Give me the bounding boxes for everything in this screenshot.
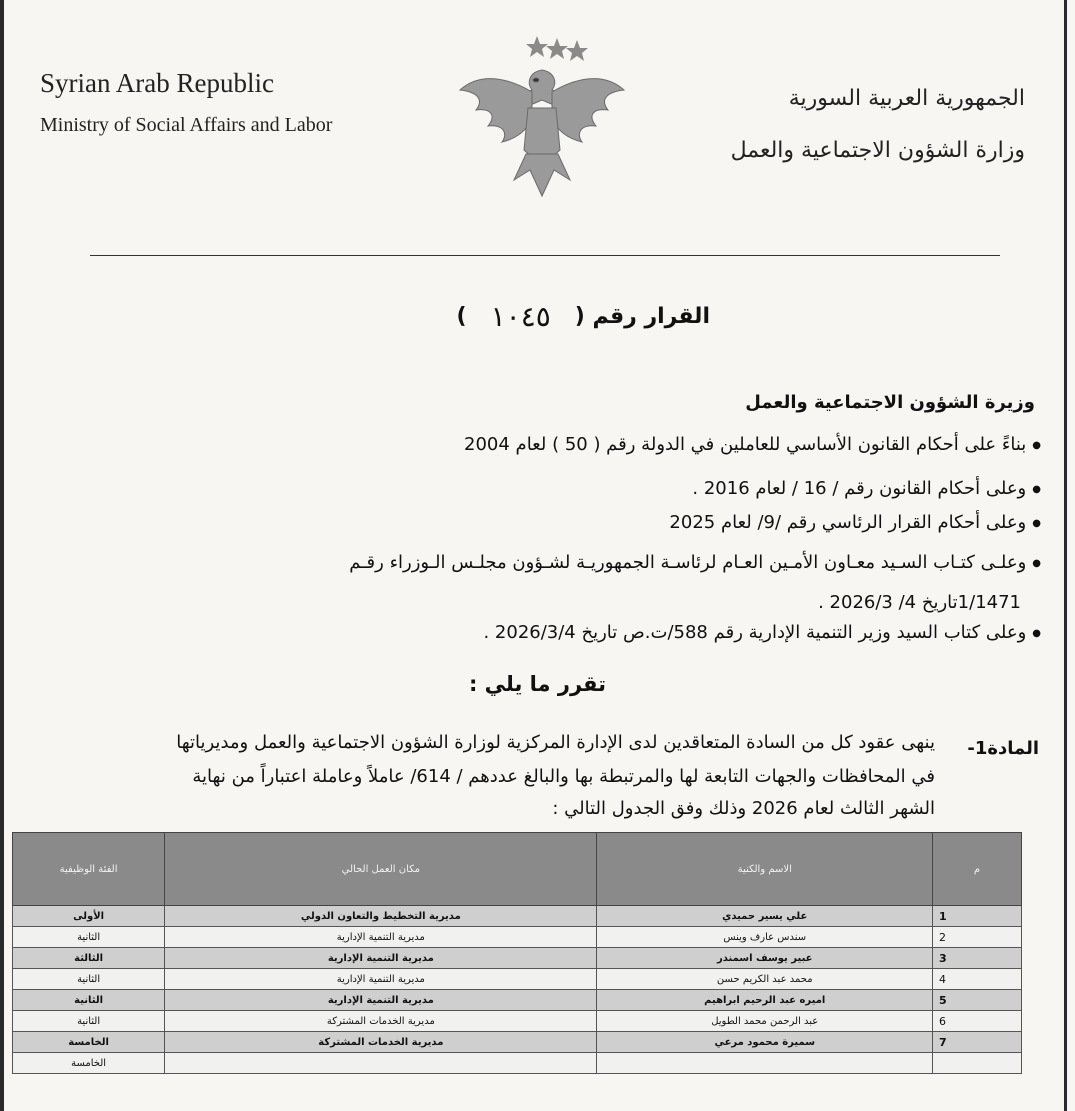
row-index: 6 [933, 1011, 1022, 1032]
header-country-en: Syrian Arab Republic [40, 68, 274, 98]
table-row [13, 927, 1022, 948]
col-header-workplace: مكان العمل الحالي [165, 833, 597, 906]
preamble-item: ● وعلى أحكام القرار الرئاسي رقم /9/ لعام 2025 [31, 512, 1041, 533]
preamble-item: ● وعلـى كتـاب السـيد معـاون الأمـين العـام لرئاسـة الجمهوريـة لشـؤون مجلـس الـوزراء رقـم [31, 552, 1041, 573]
staff-table [12, 832, 1022, 1074]
row-workplace: مديرية الخدمات المشتركة [165, 1011, 597, 1032]
row-category: الأولى [13, 906, 165, 927]
page-edge-left [0, 0, 4, 1111]
header-country-ar: الجمهورية العربية السورية [788, 86, 1025, 111]
row-workplace: مديرية التنمية الإدارية [165, 927, 597, 948]
eagle-emblem-icon [452, 30, 632, 210]
row-name: محمد عبد الكريم حسن [597, 969, 933, 990]
article-1-label: المادة1- [967, 738, 1039, 759]
article-1-line: ينهى عقود كل من السادة المتعاقدين لدى الإدارة المركزية لوزارة الشؤون الاجتماعية والعمل ومديرياتها [176, 732, 935, 753]
article-1-line: في المحافظات والجهات التابعة لها والمرتبطة بها والبالغ عددهم / 614/ عاملاً وعاملة اعتباراً من نهاية [192, 766, 935, 787]
row-name: سميرة محمود مرعي [597, 1032, 933, 1053]
row-name: اميره عبد الرحيم ابراهيم [597, 990, 933, 1011]
row-category: الثانية [13, 927, 165, 948]
col-header-name: الاسم والكنية [597, 833, 933, 906]
row-index: 4 [933, 969, 1022, 990]
table-row [13, 1053, 1022, 1074]
preamble-item-continuation: 1/1471تاريخ 4/ 2026/3 . [818, 592, 1021, 613]
row-category: الثانية [13, 990, 165, 1011]
row-index: 2 [933, 927, 1022, 948]
header-english [40, 66, 332, 137]
row-workplace: مديرية التنمية الإدارية [165, 948, 597, 969]
row-category: الثالثة [13, 948, 165, 969]
col-header-index: م [933, 833, 1022, 906]
row-name: عبد الرحمن محمد الطويل [597, 1011, 933, 1032]
header-ministry-en: Ministry of Social Affairs and Labor [40, 114, 333, 136]
table-row [13, 990, 1022, 1011]
decision-title-label: القرار رقم ( [574, 304, 710, 329]
row-index: 7 [933, 1032, 1022, 1053]
table-row [13, 969, 1022, 990]
row-index: 5 [933, 990, 1022, 1011]
header-arabic [731, 84, 1025, 166]
row-workplace [165, 1053, 597, 1074]
row-name: علي يسير حميدي [597, 906, 933, 927]
header-ministry-ar: وزارة الشؤون الاجتماعية والعمل [730, 138, 1025, 163]
decision-title [380, 300, 710, 333]
decision-close-paren: ) [456, 304, 467, 329]
issuer-heading: وزيرة الشؤون الاجتماعية والعمل [745, 392, 1035, 413]
row-category: الثانية [13, 1011, 165, 1032]
row-category: الخامسة [13, 1032, 165, 1053]
row-workplace: مديرية التنمية الإدارية [165, 969, 597, 990]
row-workplace: مديرية الخدمات المشتركة [165, 1032, 597, 1053]
table-row [13, 1011, 1022, 1032]
table-row [13, 1032, 1022, 1053]
preamble-item: ● وعلى كتاب السيد وزير التنمية الإدارية رقم 588/ت.ص تاريخ 2026/3/4 . [31, 622, 1041, 643]
preamble-item: ● بناءً على أحكام القانون الأساسي للعاملين في الدولة رقم ( 50 ) لعام 2004 [31, 434, 1041, 455]
row-name: عبير يوسف اسمندر [597, 948, 933, 969]
table-row [13, 906, 1022, 927]
row-workplace: مديرية التنمية الإدارية [165, 990, 597, 1011]
row-index: 3 [933, 948, 1022, 969]
row-index: 1 [933, 906, 1022, 927]
page-edge-right [1064, 0, 1067, 1111]
table-header-row [13, 833, 1022, 906]
preamble-item: ● وعلى أحكام القانون رقم / 16 / لعام 2016 . [31, 478, 1041, 499]
row-category: الثانية [13, 969, 165, 990]
row-name: سندس عارف وينس [597, 927, 933, 948]
row-category: الخامسة [13, 1053, 165, 1074]
article-1-line: الشهر الثالث لعام 2026 وذلك وفق الجدول التالي : [552, 798, 935, 819]
row-index [933, 1053, 1022, 1074]
row-workplace: مديرية التخطيط والتعاون الدولي [165, 906, 597, 927]
col-header-category: الفئة الوظيفية [13, 833, 165, 906]
decision-number: ١٠٤٥ [490, 300, 551, 333]
table-row [13, 948, 1022, 969]
header-divider [90, 255, 1000, 256]
row-name [597, 1053, 933, 1074]
decides-heading: تقرر ما يلي : [468, 672, 607, 696]
